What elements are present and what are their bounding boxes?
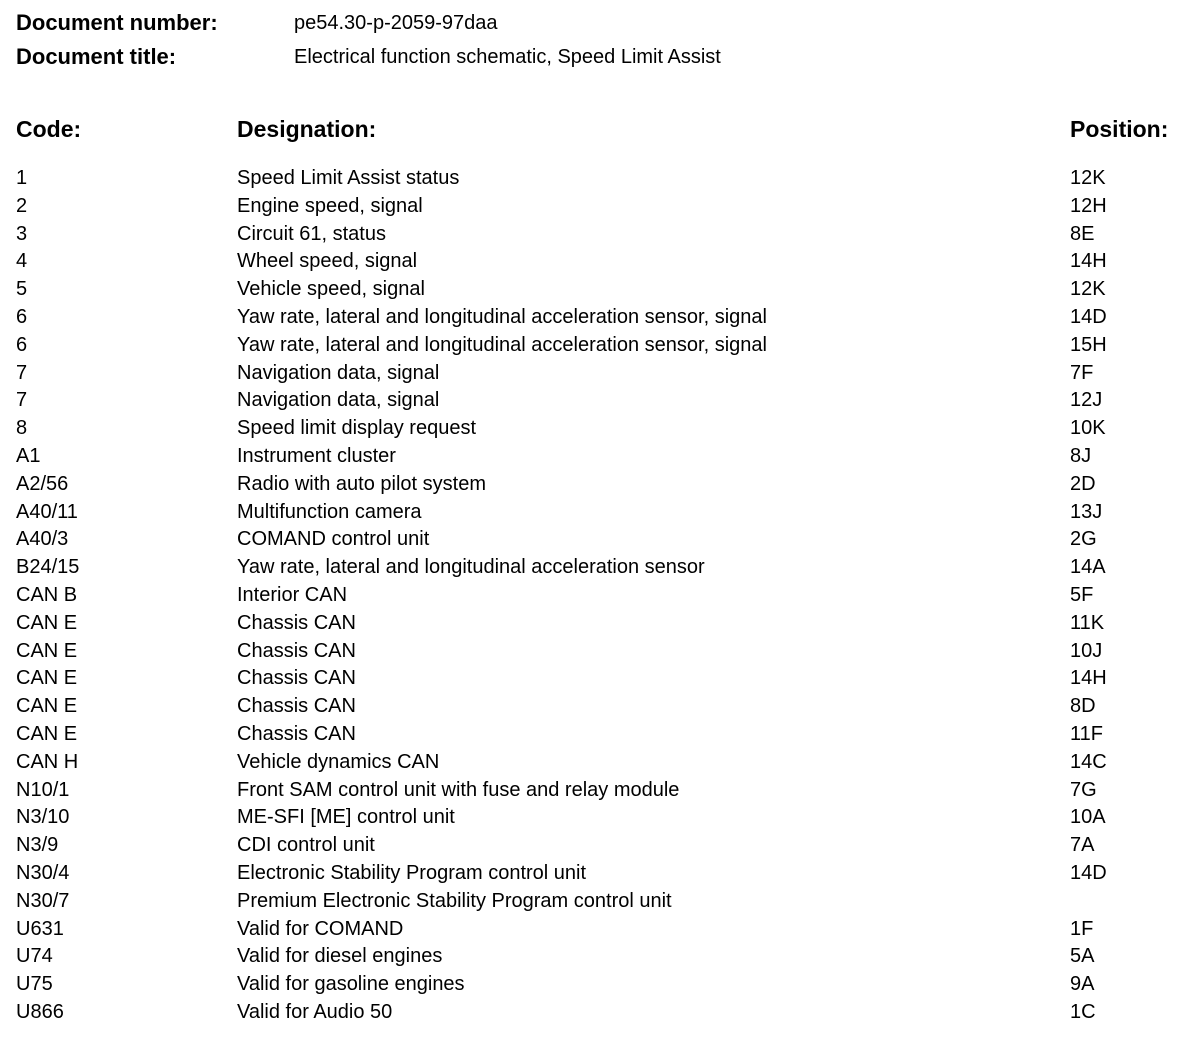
row-code: CAN H [16, 750, 79, 773]
row-position: 10J [1070, 639, 1103, 662]
row-designation: Valid for gasoline engines [237, 973, 465, 996]
table-row [0, 248, 1196, 276]
row-designation: ME-SFI [ME] control unit [237, 806, 455, 829]
table-row [0, 638, 1196, 666]
header-code: Code: [16, 116, 82, 142]
row-designation: Circuit 61, status [237, 222, 386, 245]
table-row [0, 415, 1196, 443]
row-position: 7A [1070, 834, 1095, 857]
row-code: CAN E [16, 667, 78, 690]
row-designation: Yaw rate, lateral and longitudinal acceleration sensor, signal [237, 333, 767, 356]
row-designation: Speed Limit Assist status [237, 167, 460, 189]
row-code: U74 [16, 945, 53, 968]
table-row [0, 221, 1196, 249]
row-code: 4 [16, 250, 28, 273]
row-designation: Interior CAN [237, 583, 348, 606]
row-position: 8D [1070, 695, 1096, 718]
row-code: N3/9 [16, 834, 59, 857]
table-row [0, 777, 1196, 805]
row-designation: Wheel speed, signal [237, 250, 418, 273]
row-code: CAN E [16, 611, 78, 634]
table-row [0, 943, 1196, 971]
row-position: 14H [1070, 250, 1107, 273]
header-designation: Designation: [237, 116, 377, 142]
header-position: Position: [1070, 116, 1169, 142]
row-position: 13J [1070, 500, 1103, 523]
row-designation: Navigation data, signal [237, 361, 440, 384]
row-position: 5A [1070, 945, 1095, 968]
row-code: U75 [16, 973, 53, 996]
table-row [0, 916, 1196, 944]
table-row [0, 860, 1196, 888]
table-row [0, 582, 1196, 610]
row-code: 8 [16, 417, 28, 440]
row-designation: Valid for Audio 50 [237, 1000, 393, 1023]
row-designation: Speed limit display request [237, 417, 477, 440]
table-row [0, 276, 1196, 304]
row-designation: Valid for COMAND [237, 917, 404, 940]
table-row [0, 665, 1196, 693]
table-header [0, 114, 1196, 144]
table-row [0, 471, 1196, 499]
row-position: 7F [1070, 361, 1094, 384]
row-position: 1F [1070, 917, 1094, 940]
row-designation: Yaw rate, lateral and longitudinal acceleration sensor [237, 556, 705, 579]
row-code: A40/11 [16, 500, 78, 523]
row-position: 11F [1070, 722, 1103, 745]
table-body [0, 165, 1196, 1027]
row-code: CAN E [16, 639, 78, 662]
table-row [0, 749, 1196, 777]
row-code: CAN E [16, 695, 78, 718]
row-designation: Valid for diesel engines [237, 945, 443, 968]
row-position: 10K [1070, 417, 1106, 440]
row-code: N10/1 [16, 778, 70, 801]
row-code: 3 [16, 222, 28, 245]
row-designation: Multifunction camera [237, 500, 422, 523]
row-designation: Front SAM control unit with fuse and relay module [237, 778, 680, 801]
row-position: 12H [1070, 194, 1107, 217]
row-code: A1 [16, 444, 41, 467]
row-position: 14H [1070, 667, 1107, 690]
row-designation: Yaw rate, lateral and longitudinal acceleration sensor, signal [237, 305, 767, 328]
row-designation: Chassis CAN [237, 639, 356, 662]
row-position: 8J [1070, 444, 1092, 467]
row-position: 1C [1070, 1000, 1096, 1023]
row-position: 7G [1070, 778, 1097, 801]
row-code: 6 [16, 333, 28, 356]
table-row [0, 387, 1196, 415]
document-number-label: Document number: [16, 10, 218, 35]
row-designation: Vehicle speed, signal [237, 278, 425, 301]
row-position: 14D [1070, 861, 1107, 884]
row-position: 2G [1070, 528, 1097, 551]
row-designation: COMAND control unit [237, 528, 430, 551]
row-code: 7 [16, 389, 28, 412]
table-row [0, 693, 1196, 721]
row-designation: Vehicle dynamics CAN [237, 750, 440, 773]
table-row [0, 443, 1196, 471]
row-code: A2/56 [16, 472, 69, 495]
row-code: 7 [16, 361, 28, 384]
row-code: 6 [16, 305, 28, 328]
table-row [0, 971, 1196, 999]
row-position: 12K [1070, 167, 1106, 189]
table-row [0, 332, 1196, 360]
row-position: 11K [1070, 611, 1105, 634]
row-position: 14D [1070, 305, 1107, 328]
row-code: N3/10 [16, 806, 70, 829]
table-row [0, 304, 1196, 332]
table-row [0, 804, 1196, 832]
row-designation: Instrument cluster [237, 444, 396, 467]
row-position: 5F [1070, 583, 1094, 606]
row-position: 2D [1070, 472, 1096, 495]
row-position: 10A [1070, 806, 1106, 829]
row-position: 8E [1070, 222, 1095, 245]
table-row [0, 165, 1196, 193]
row-position: 9A [1070, 973, 1095, 996]
row-designation: Chassis CAN [237, 722, 356, 745]
table-row [0, 193, 1196, 221]
row-code: U631 [16, 917, 64, 940]
row-designation: Chassis CAN [237, 695, 356, 718]
table-row [0, 526, 1196, 554]
row-designation: Radio with auto pilot system [237, 472, 487, 495]
row-designation: Engine speed, signal [237, 194, 423, 217]
document-number-value: pe54.30-p-2059-97daa [294, 12, 498, 34]
document-title-value: Electrical function schematic, Speed Limit Assist [294, 46, 721, 68]
row-position: 12J [1070, 389, 1103, 412]
row-code: 2 [16, 194, 28, 217]
row-position: 12K [1070, 278, 1106, 301]
row-position: 15H [1070, 333, 1107, 356]
table-row [0, 610, 1196, 638]
table-row [0, 888, 1196, 916]
table-row [0, 499, 1196, 527]
row-designation: Navigation data, signal [237, 389, 440, 412]
row-code: 1 [16, 167, 28, 189]
row-designation: Chassis CAN [237, 611, 356, 634]
row-position: 14A [1070, 556, 1106, 579]
row-code: CAN B [16, 583, 78, 606]
table-row [0, 832, 1196, 860]
table-row [0, 360, 1196, 388]
row-code: N30/4 [16, 861, 70, 884]
row-code: A40/3 [16, 528, 69, 551]
row-code: CAN E [16, 722, 78, 745]
row-code: N30/7 [16, 889, 70, 912]
row-code: B24/15 [16, 556, 80, 579]
row-designation: Chassis CAN [237, 667, 356, 690]
row-designation: CDI control unit [237, 834, 375, 857]
document-title-label: Document title: [16, 44, 177, 69]
row-code: U866 [16, 1000, 64, 1023]
row-position: 14C [1070, 750, 1107, 773]
row-designation: Premium Electronic Stability Program control unit [237, 889, 672, 912]
table-row [0, 554, 1196, 582]
row-designation: Electronic Stability Program control unit [237, 861, 587, 884]
row-code: 5 [16, 278, 28, 301]
table-row [0, 721, 1196, 749]
table-row [0, 999, 1196, 1027]
